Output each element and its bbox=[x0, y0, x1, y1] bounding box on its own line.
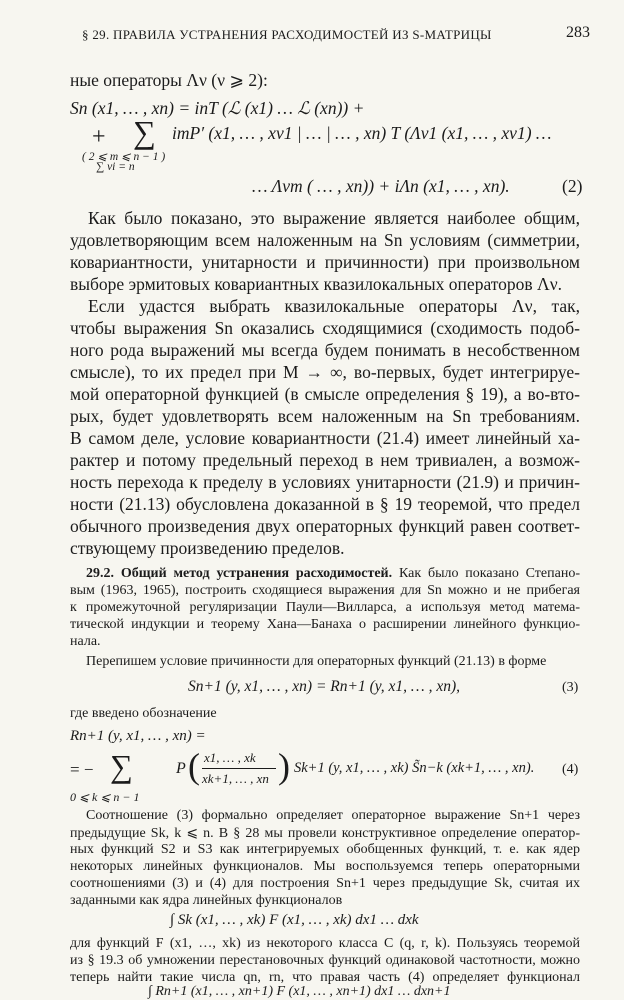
eq2-number: (2) bbox=[562, 176, 583, 196]
para6-line: теперь найти такие числа qn, rn, что правая часть (4) определяет функционал bbox=[70, 970, 580, 985]
eq4-p: P bbox=[176, 760, 186, 777]
eq4-rest: Sk+1 (y, x1, … , xk) S̃n−k (xk+1, … , xn). bbox=[294, 760, 535, 776]
para1-line: ковариантности, унитарности и причинности) при произвольном bbox=[70, 252, 580, 272]
para2-line: чтобы выражения Sn оказались сходящимися (сходимость подоб- bbox=[70, 318, 580, 338]
page-header bbox=[70, 24, 590, 44]
para2-line: мой операторной функцией (в смысле определения § 19), а во-вто- bbox=[70, 384, 580, 404]
para2-line: Если удастся выбрать квазилокальные операторы Λν, так, bbox=[88, 296, 580, 316]
section-line: нала. bbox=[70, 634, 101, 649]
eq4-frac-num: x1, … , xk bbox=[204, 750, 256, 765]
para5-line: соотношениями (3) и (4) для построения Sn+1 через предыдущие Sk, считая их bbox=[70, 876, 580, 891]
eq2-plus: + bbox=[92, 124, 106, 150]
right-paren-icon: ) bbox=[278, 746, 290, 786]
para5-line: некоторых линейных функционалов. Мы воспользуемся теперь операторными bbox=[70, 859, 580, 874]
para2-line: ность перехода к пределу в условиях унитарности (21.9) и причин- bbox=[70, 472, 580, 492]
eq2-sum-condition-2: ∑ νi = n bbox=[96, 161, 135, 173]
para1-line: удовлетворяющим всем наложенным на Sn условиям (симметрии, bbox=[70, 230, 580, 250]
section-first-line bbox=[86, 566, 580, 582]
para5-line: заданными как ядра линейных функционалов bbox=[70, 893, 343, 908]
para1-line: Как было показано, это выражение является наиболее общим, bbox=[88, 208, 580, 228]
eq4-minus: = − bbox=[70, 760, 94, 779]
para2-line: обычного произведения двух операторных функций равен соответ- bbox=[70, 516, 580, 536]
section-line: вым (1963, 1965), построить сходящиеся выражения для Sn можно и не прибегая bbox=[70, 583, 580, 598]
section-heading: 29.2. Общий метод устранения расходимостей. bbox=[86, 566, 393, 581]
eq2-line3: … Λνm ( … , xn)) + iΛn (x1, … , xn). bbox=[252, 176, 510, 196]
eq2-line2: imP′ (x1, … , xν1 | … | … , xn) T (Λν1 (x1, … , xν1) … bbox=[172, 123, 552, 143]
eq5-integral: ∫ Sk (x1, … , xk) F (x1, … , xk) dx1 … dxk bbox=[170, 912, 419, 928]
para6-line: для функций F (x1, …, xk) из некоторого класса C (q, r, k). Пользуясь теоремой bbox=[70, 936, 580, 951]
left-paren-icon: ( bbox=[188, 746, 200, 786]
eq4-number: (4) bbox=[562, 762, 579, 777]
eq2-intro: ные операторы Λν (ν ⩾ 2): bbox=[70, 70, 268, 90]
para6-line: из § 19.3 об умножении перестановочных функций одинаковой частотности, можно bbox=[70, 953, 580, 968]
eq3-number: (3) bbox=[562, 680, 579, 695]
page-number: 283 bbox=[566, 24, 590, 41]
running-title: § 29. ПРАВИЛА УСТРАНЕНИЯ РАСХОДИМОСТЕЙ ИЗ S-МАТРИЦЫ bbox=[82, 27, 492, 42]
fraction-bar bbox=[202, 768, 276, 769]
para2-line: ного рода выражений мы всегда будем понимать в несобственном bbox=[70, 340, 580, 360]
para2-line: рых, будет удовлетворять всем наложенным на Sn требованиям. bbox=[70, 406, 580, 426]
eq4-lhs: Rn+1 (y, x1, … , xn) = bbox=[70, 728, 206, 744]
para2-line: смысле), то их предел при M → ∞, во-первых, будет интегрируе- bbox=[70, 362, 580, 382]
para3: Перепишем условие причинности для операторных функций (21.13) в форме bbox=[86, 654, 547, 669]
para2-line: В самом деле, условие ковариантности (21.4) имеет линейный ха- bbox=[70, 428, 580, 448]
para5-line: ных функций S2 и S3 как интегрируемых обобщенных функций, т. е. как ядер bbox=[70, 842, 580, 857]
eq2-line1: Sn (x1, … , xn) = inT (ℒ (x1) … ℒ (xn)) + bbox=[70, 98, 365, 118]
para1-line: выборе эрмитовых ковариантных квазилокальных операторов Λν. bbox=[70, 274, 563, 294]
eq2-sum-condition-1: ( 2 ⩽ m ⩽ n − 1 ) bbox=[82, 151, 166, 163]
para2-line: ности (21.13) обусловлена доказанной в § 19 теоремой, что предел bbox=[70, 494, 580, 514]
para2-line: ствующему произведению пределов. bbox=[70, 538, 345, 558]
para4: где введено обозначение bbox=[70, 706, 217, 721]
eq3: Sn+1 (y, x1, … , xn) = Rn+1 (y, x1, … , xn), bbox=[188, 678, 460, 695]
section-line: тической индукции и теорему Хана—Банаха о расширении линейного функцио- bbox=[70, 617, 580, 632]
eq6-integral: ∫ Rn+1 (x1, … , xn+1) F (x1, … , xn+1) dx1 … dxn+1 bbox=[148, 984, 451, 999]
sum-sign-icon: ∑ bbox=[133, 114, 156, 150]
eq4-sum-condition: 0 ⩽ k ⩽ n − 1 bbox=[70, 790, 140, 804]
section-line: к промежуточной регуляризации Паули—Вилларса, а используя метод матема- bbox=[70, 600, 580, 615]
para5-line: предыдущие Sk, k ⩽ n. В § 28 мы провели конструктивное определение оператор- bbox=[70, 826, 580, 841]
section-heading-rest: Как было показано Степано- bbox=[398, 566, 580, 581]
para2-line: рактер и потому предельный переход в нем тривиален, а возмож- bbox=[70, 450, 580, 470]
para5-line: Соотношение (3) формально определяет операторное выражение Sn+1 через bbox=[86, 808, 580, 823]
sum-sign-icon: ∑ bbox=[110, 748, 133, 784]
eq4-frac-den: xk+1, … , xn bbox=[202, 771, 269, 786]
